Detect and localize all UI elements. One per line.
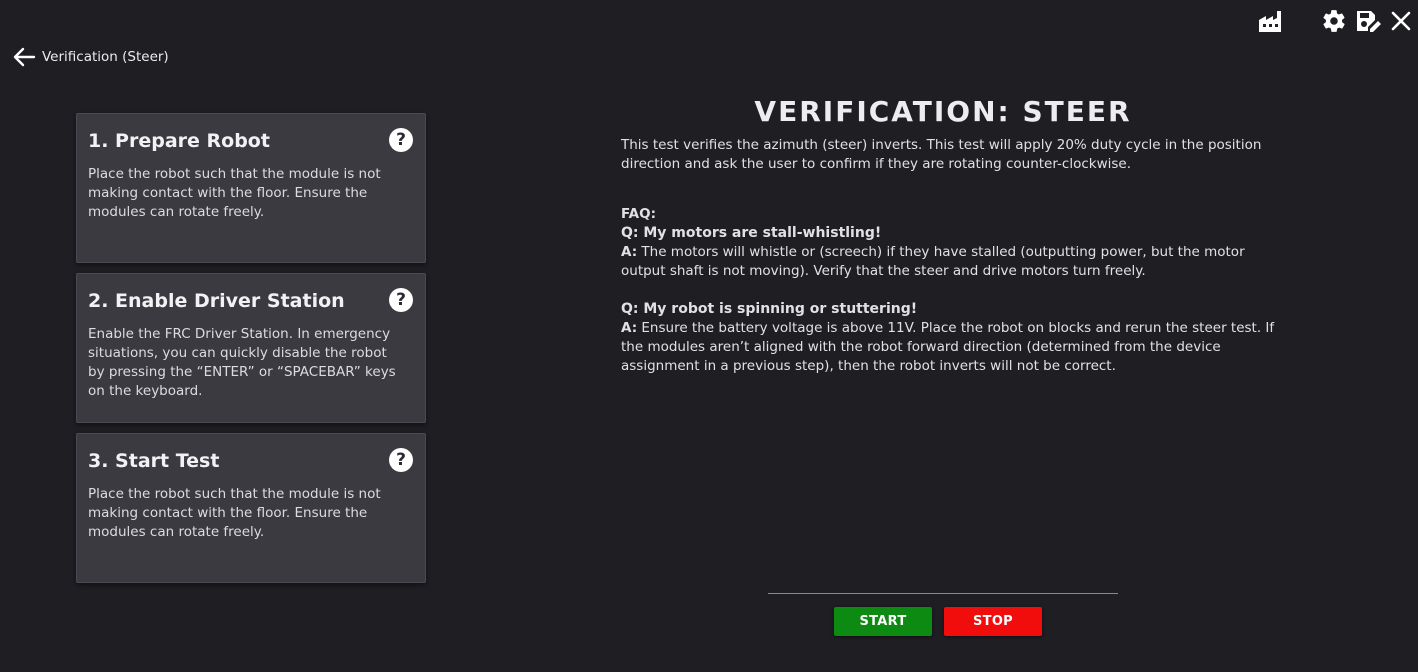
step-text: Enable the FRC Driver Station. In emergency situations, you can quickly disable the robot by pressing the “ENTER” or “SPACEBAR” keys on the keyboard. — [88, 326, 396, 399]
save-edit-icon[interactable] — [1353, 6, 1383, 36]
page-title: VERIFICATION: STEER — [754, 95, 1132, 128]
step-card-enable-driver-station — [76, 273, 426, 423]
step-text: Place the robot such that the module is not making contact with the floor. Ensure the modules can rotate freely. — [88, 486, 381, 540]
faq-question: Q: My robot is spinning or stuttering! — [621, 301, 918, 317]
arrow-left-icon — [12, 46, 36, 68]
faq-answer-prefix: A: — [621, 320, 638, 336]
step-text: Place the robot such that the module is not making contact with the floor. Ensure the modules can rotate freely. — [88, 166, 381, 220]
close-icon[interactable] — [1386, 6, 1416, 36]
stop-button[interactable]: STOP — [944, 607, 1042, 636]
faq-answer-prefix: A: — [621, 244, 638, 260]
faq-heading: FAQ: — [621, 206, 656, 222]
step-title: 2. Enable Driver Station — [88, 290, 345, 312]
divider — [768, 593, 1118, 594]
gear-icon[interactable] — [1319, 6, 1349, 36]
faq-answer-text: Ensure the battery voltage is above 11V. Place the robot on blocks and rerun the steer test. If the modules aren’t aligned with the robot forward direction (determined from the device assignment in a previous step), then the robot inverts will not be correct. — [621, 320, 1275, 374]
faq-question: Q: My motors are stall-whistling! — [621, 225, 882, 241]
help-icon[interactable]: ? — [389, 288, 413, 312]
faq-answer-text: The motors will whistle or (screech) if they have stalled (outputting power, but the motor output shaft is not moving). Verify that the steer and drive motors turn freely. — [621, 244, 1245, 279]
test-description: This test verifies the azimuth (steer) inverts. This test will apply 20% duty cycle in the position direction and ask the user to confirm if they are rotating counter-clockwise. — [621, 137, 1262, 172]
step-card-prepare-robot — [76, 113, 426, 263]
faq-section — [621, 205, 1276, 376]
start-button[interactable]: START — [834, 607, 932, 636]
help-icon[interactable]: ? — [389, 128, 413, 152]
factory-icon[interactable] — [1256, 6, 1286, 36]
help-icon[interactable]: ? — [389, 448, 413, 472]
faq-answer — [621, 319, 1276, 376]
faq-answer — [621, 243, 1276, 281]
step-title: 3. Start Test — [88, 450, 220, 472]
page-breadcrumb: Verification (Steer) — [42, 49, 169, 65]
toolbar — [1248, 6, 1418, 36]
back-button[interactable] — [12, 44, 169, 70]
step-card-start-test — [76, 433, 426, 583]
step-title: 1. Prepare Robot — [88, 130, 270, 152]
